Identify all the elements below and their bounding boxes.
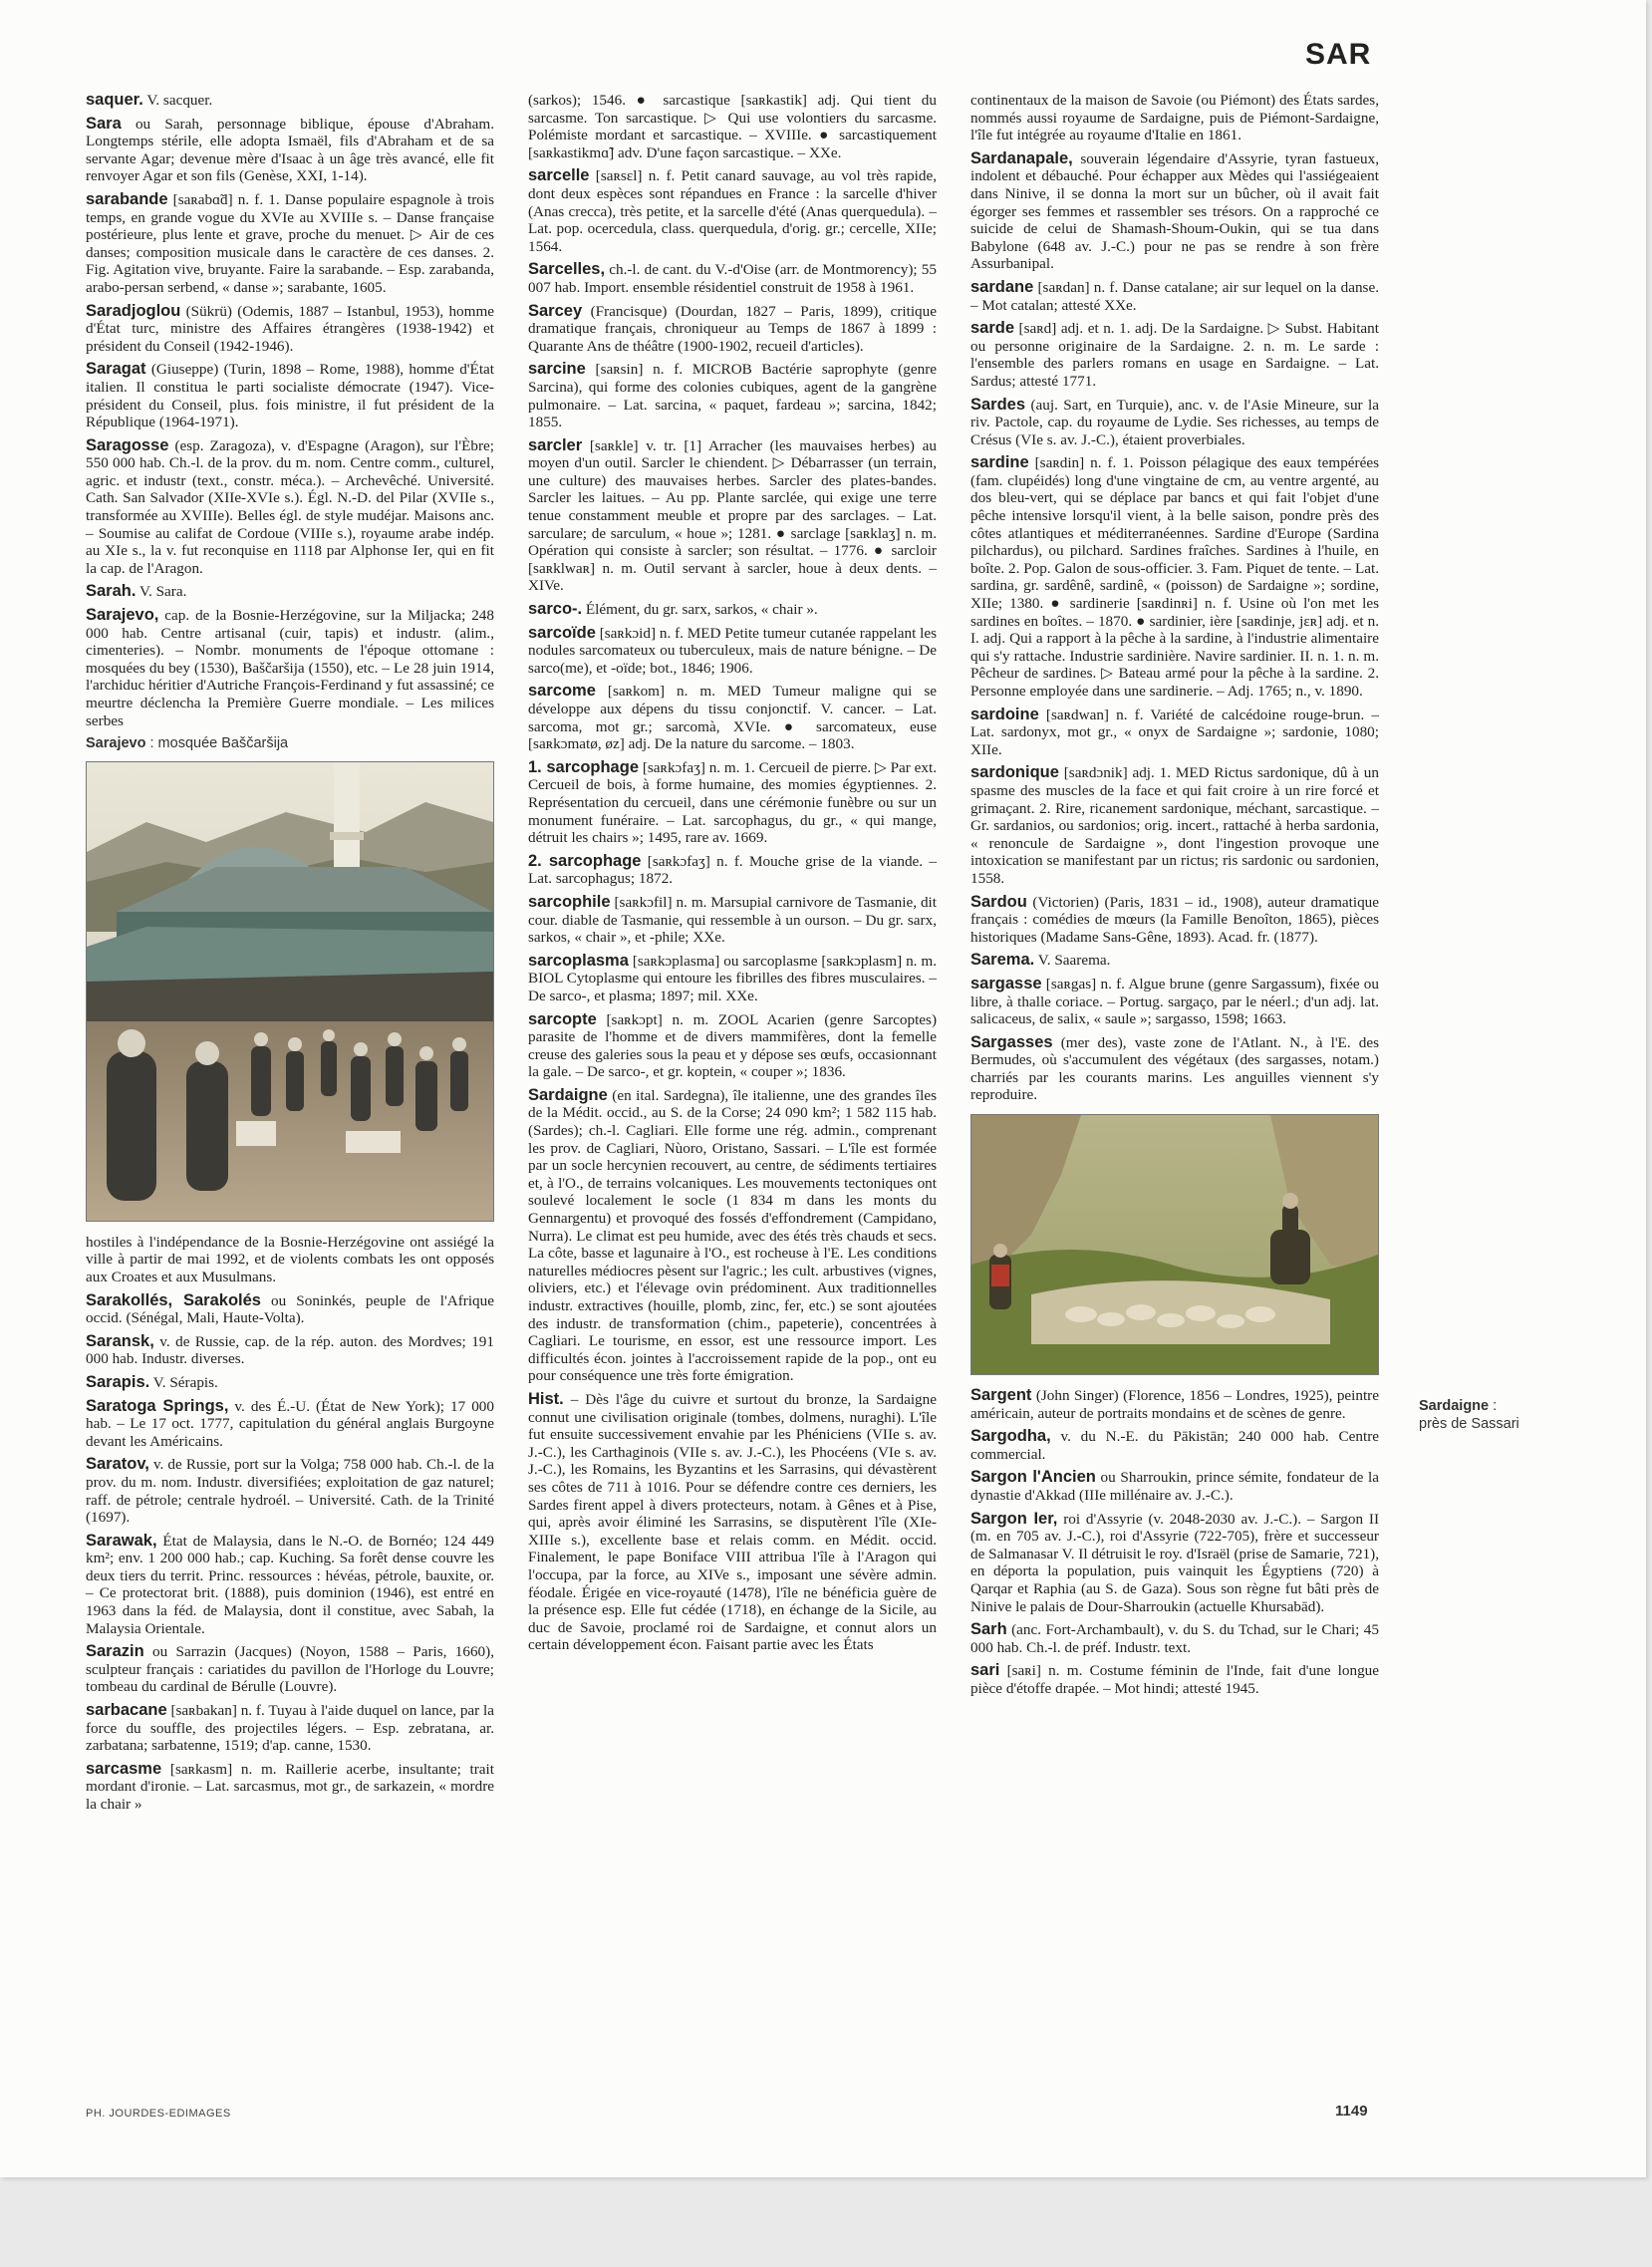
entry-headword: sarcelle xyxy=(528,166,590,185)
entry-definition: [saʀdin] n. f. 1. Poisson pélagique des eaux tempérées (fam. clupéidés) long d'une vingtaine de cm, au ventre argenté, au dos bleu-vert, qui se déplace par bancs et qui fait l'objet d'une pêche intensive lorsqu'il vient, à la belle saison, pondre près des côtes atlantiques et méditerranéennes. Sardine d'Europe (Sardina pilchardus), ou pilchard. Sardines fraîches. Sardines à l'huile, en boîte. 2. Pop. Galon de sous-officier. 3. Fam. Piquet de tente. – Lat. sardina, gr. sardênê, sardinê, « (poisson) de Sardaigne »; sordine, XIIe; 1380. ● sardinerie [saʀdinʀi] n. f. Usine où l'on met les sardines en boîtes. – 1870. ● sardinier, ière [saʀdinje, jɛʀ] adj. et n. I. adj. Qui a rapport à la pêche à la sardine, à l'industrie alimentaire qui s'y rattache. Industrie sardinière. Navire sardinier. II. n. 1. n. m. Pêcheur de sardines. ▷ Bateau armé pour la pêche à la sardine. 2. Personne employée dans une sardinerie. – Adj. 1765; n., v. 1890. xyxy=(970,454,1379,700)
dictionary-entry xyxy=(528,625,937,678)
entry-definition: [saʀkasm] n. m. Raillerie acerbe, insultante; trait mordant d'ironie. – Lat. sarcasmus, mot gr., de sarkazein, « mordre la chair » xyxy=(86,1760,494,1813)
column-right xyxy=(970,92,1379,1704)
photo-credit: PH. JOURDES-EDIMAGES xyxy=(86,2108,231,2120)
dictionary-entry xyxy=(86,583,494,601)
entry-definition: souverain légendaire d'Assyrie, tyran fastueux, indolent et débauché. Pour échapper aux Mèdes qui l'assiégeaient dans Ninive, il se donna la mort sur un bûcher, où il avait fait égorger ses femmes et rassembler ses trésors. On a rapproché ce suicide de celui de Shamash-Shoum-Oukin, qui se tua dans Babylone (648 av. J.-C.) pour ne pas se rendre à son frère Assurbanipal. xyxy=(970,149,1379,273)
dictionary-entry xyxy=(528,437,937,595)
entry-headword: sardine xyxy=(970,453,1029,472)
entry-definition: [saʀbakan] n. f. Tuyau à l'aide duquel on lance, par la force du souffle, des projectiles légers. – Esp. zebratana, ar. zarbatana; sarbatenne, 1519; d'ap. canne, 1530. xyxy=(86,1702,494,1755)
entry-headword: saquer. xyxy=(86,91,143,109)
entry-definition: [saʀsin] n. f. MICROB Bactérie saprophyte (genre Sarcina), qui forme des colonies cubiques, agent de la gangrène pulmonaire. – Lat. sarcina, « paquet, fardeau »; sarcina, 1842; 1855. xyxy=(528,361,937,431)
entry-headword: sardonique xyxy=(970,763,1059,782)
entry-headword: sarcoïde xyxy=(528,623,596,642)
entry-headword: sari xyxy=(970,1661,1000,1680)
column-middle xyxy=(528,92,937,1660)
entry-headword: Saragat xyxy=(86,360,146,379)
entry-headword: Sardaigne xyxy=(528,1085,608,1104)
entry-headword: Sarcelles, xyxy=(528,260,606,279)
entry-headword: Sarazin xyxy=(86,1642,144,1661)
dictionary-entry xyxy=(970,1662,1379,1697)
entry-definition: [saʀkom] n. m. MED Tumeur maligne qui se développe aux dépens du tissu conjonctif. V. cancer. – Lat. sarcoma, mot gr.; sarcomà, XVIe. ● sarcomateux, euse [saʀkɔmatø, øz] adj. De la nature du sarcome. – 1803. xyxy=(528,683,937,753)
dictionary-entry xyxy=(528,1391,937,1654)
entry-definition: v. du N.-E. du Pākistān; 240 000 hab. Centre commercial. xyxy=(970,1428,1379,1463)
dictionary-entry xyxy=(86,303,494,356)
entry-definition: (Sükrü) (Odemis, 1887 – Istanbul, 1953), homme d'État turc, ministre des Affaires étrangères (1938-1942) et président du Conseil (1942-1946). xyxy=(86,302,494,355)
entry-headword: sarco-. xyxy=(528,600,583,619)
dictionary-entry xyxy=(86,1234,494,1286)
entry-headword: sarde xyxy=(970,319,1015,338)
dictionary-entry xyxy=(86,191,494,297)
column-left-entries-bottom xyxy=(86,1234,494,1814)
dictionary-entry xyxy=(970,92,1379,144)
page-number: 1149 xyxy=(1335,2103,1368,2120)
dictionary-entry xyxy=(528,853,937,888)
entry-headword: Sargon Ier, xyxy=(970,1509,1058,1528)
entry-headword: Sarakollés, Sarakolés xyxy=(86,1290,261,1309)
dictionary-entry xyxy=(86,607,494,729)
column-right-entries-bottom xyxy=(970,1387,1379,1698)
entry-definition: hostiles à l'indépendance de la Bosnie-Herzégovine ont assiégé la ville à partir de mai 1992, et de violents combats les ont opposés aux Croates et aux Musulmans. xyxy=(86,1233,494,1285)
entry-definition: (auj. Sart, en Turquie), anc. v. de l'Asie Mineure, sur la riv. Pactole, cap. du royaume de Lydie. Ses richesses, au temps de Crésus (VIe s. av. J.-C.), étaient proverbiales. xyxy=(970,396,1379,448)
entry-definition: V. Saarema. xyxy=(1034,952,1111,970)
entry-headword: Saradjoglou xyxy=(86,301,181,320)
entry-definition: [saʀkɔpt] n. m. ZOOL Acarien (genre Sarcoptes) parasite de l'homme et de divers mammifères, dont la femelle creuse des galeries sous la peau et y dépose ses œufs, occasionnant la gale. – De sarco-, et gr. koptein, « couper »; 1836. xyxy=(528,1010,937,1081)
entry-definition: continentaux de la maison de Savoie (ou Piémont) des États sardes, nommés aussi royaume de Sardaigne, puis de Piémont-Sardaigne, l'île fut intégrée au royaume d'Italie en 1861. xyxy=(970,92,1379,144)
dictionary-entry xyxy=(970,1034,1379,1104)
entry-headword: sarcasme xyxy=(86,1759,162,1778)
entry-definition: [saʀi] n. m. Costume féminin de l'Inde, fait d'une longue pièce d'étoffe drapée. – Mot hindi; attesté 1945. xyxy=(970,1662,1379,1697)
entry-definition: ou Sarrazin (Jacques) (Noyon, 1588 – Paris, 1660), sculpteur français : cariatides du pavillon de l'Horloge du Louvre; tombeau du cardinal de Bérulle (Louvre). xyxy=(86,1643,494,1696)
dictionary-entry xyxy=(528,1087,937,1385)
column-right-entries-top xyxy=(970,92,1379,1104)
dictionary-entry xyxy=(970,279,1379,314)
entry-headword: Saratov, xyxy=(86,1455,149,1474)
entry-definition: [saʀkle] v. tr. [1] Arracher (les mauvaises herbes) au moyen d'un outil. Sarcler le chiendent. ▷ Débarrasser (un terrain, une culture) des mauvaises herbes. Sarcler des plates-bandes. Sarcler les laitues. – Au pp. Plante sarclée, qui exige une terre tenue constamment meuble et propre par des sarclages. – Lat. sarculare; de sarculum, « houe »; 1281. ● sarclage [saʀklaʒ] n. m. Opération qui consiste à sarcler; son résultat. – 1776. ● sarcloir [saʀklwaʀ] n. m. Outil servant à sarcler, houe à deux dents. – XIVe. xyxy=(528,436,937,595)
entry-definition: [saʀkɔfaʒ] n. m. 1. Cercueil de pierre. ▷ Par ext. Cercueil de bois, à forme humaine, des momies égyptiennes. 2. Représentation du cercueil, dans une cérémonie funèbre ou sur un monument funéraire. – Lat. sarcophagus, du gr., « qui mange, détruit les chairs »; 1495, rare av. 1669. xyxy=(528,758,937,847)
page-header-letters: SAR xyxy=(1305,38,1372,71)
entry-definition: v. de Russie, cap. de la rép. auton. des Mordves; 191 000 hab. Industr. diverses. xyxy=(86,1332,494,1368)
dictionary-entry xyxy=(86,1643,494,1696)
column-left xyxy=(86,92,494,1820)
entry-definition: ou Sharroukin, prince sémite, fondateur de la dynastie d'Akkad (IIIe millénaire av. J.-C.). xyxy=(970,1469,1379,1505)
entry-definition: ou Sarah, personnage biblique, épouse d'Abraham. Longtemps stérile, elle adopta Ismaël, fils d'Abraham et de sa servante Agar; devenue mère d'Isaac à un âge très avancé, elle fit renvoyer Agar et son fils (Genèse, XXI, 1-14). xyxy=(86,115,494,185)
dictionary-entry xyxy=(86,1374,494,1392)
dictionary-entry xyxy=(86,437,494,578)
entry-headword: Sargon l'Ancien xyxy=(970,1468,1096,1487)
entry-headword: Sara xyxy=(86,114,122,133)
entry-definition: ou Soninkés, peuple de l'Afrique occid. (Sénégal, Mali, Haute-Volta). xyxy=(86,1291,494,1327)
dictionary-entry xyxy=(528,261,937,296)
dictionary-entry xyxy=(970,1469,1379,1504)
entry-headword: Sarah. xyxy=(86,582,137,601)
entry-definition: [saʀabɑ̃d] n. f. 1. Danse populaire espagnole à trois temps, en grande vogue du XVIe au XVIIIe s. – Danse française postérieure, plus lente et grave, proche du menuet. ▷ Air de ces danses; composition musicale dans le caractère de ces danses. 2. Fig. Agitation vive, bruyante. Faire la sarabande. – Esp. zarabanda, arabo-persan serbend, « danse »; sarabante, 1605. xyxy=(86,190,494,296)
dictionary-entry xyxy=(970,764,1379,887)
dictionary-entry xyxy=(970,1511,1379,1616)
entry-definition: [saʀsɛl] n. f. Petit canard sauvage, au vol très rapide, dont deux espèces sont répandues en France : la sarcelle d'hiver (Anas crecca), très petite, et la sarcelle d'été (Anas querquedula). – Lat. pop. ocercedula, class. querquedula, d'orig. gr.; cercelle, XIIe; 1564. xyxy=(528,167,937,255)
entry-headword: Sarapis. xyxy=(86,1372,150,1391)
entry-definition: (Giuseppe) (Turin, 1898 – Rome, 1988), homme d'État italien. Il constitua le parti socialiste démocrate (1947). Vice-président du Conseil, plus. fois ministre, il fut président de la République (1964-1971). xyxy=(86,361,494,431)
entry-definition: [saʀdan] n. f. Danse catalane; air sur lequel on la danse. – Mot catalan; attesté XXe. xyxy=(970,278,1379,314)
column-middle-entries xyxy=(528,92,937,1654)
entry-headword: sarbacane xyxy=(86,1701,167,1720)
entry-definition: État de Malaysia, dans le N.-O. de Bornéo; 124 449 km²; env. 1 200 000 hab.; cap. Kuching. Sa forêt dense couvre les deux tiers du territ. Princ. ressources : hévéas, pétrole, bauxite, or. – Ce protectorat brit. (1888), puis dominion (1946), est entré en 1963 dans la féd. de Malaysia, dont il constitue, avec Sabah, la Malaysia Orientale. xyxy=(86,1532,494,1637)
entry-headword: sardane xyxy=(970,277,1034,296)
dictionary-entry xyxy=(528,167,937,255)
entry-headword: sarcine xyxy=(528,360,586,379)
entry-headword: Sargent xyxy=(970,1386,1032,1405)
entry-headword: Sarcey xyxy=(528,301,583,320)
dictionary-entry xyxy=(970,1428,1379,1463)
dictionary-entry xyxy=(970,707,1379,759)
entry-definition: [saʀgas] n. f. Algue brune (genre Sargassum), fixée ou libre, à thalle coriace. – Portug. sargaço, par le néerl.; d'un adj. lat. salicaceus, de salix, « saule »; sargasso, 1598; 1663. xyxy=(970,975,1379,1028)
entry-definition: [saʀkɔplasma] ou sarcoplasme [saʀkɔplasm] n. m. BIOL Cytoplasme qui entoure les fibrilles des fibres musculaires. – De sarco-, et plasma; 1897; mil. XXe. xyxy=(528,952,937,1004)
entry-definition: (mer des), vaste zone de l'Atlant. N., à l'E. des Bermudes, où s'accumulent des végétaux (des sargasses, notam.) charriés par les courants marins. Les anguilles viennent s'y reproduire. xyxy=(970,1033,1379,1104)
photo-sarajevo-mosque xyxy=(86,761,494,1222)
entry-headword: Sardanapale, xyxy=(970,148,1073,167)
entry-headword: Sarajevo, xyxy=(86,606,159,625)
entry-headword: Saragosse xyxy=(86,435,169,454)
dictionary-entry xyxy=(86,1761,494,1814)
entry-definition: (esp. Zaragoza), v. d'Espagne (Aragon), sur l'Èbre; 550 000 hab. Ch.-l. de la prov. du m. nom. Centre comm., culturel, agric. et industr (text., constr. méca.). – Archevêché. Université. Cath. San Salvador (XIIe-XVIe s.). Égl. N.-D. del Pilar (XVIIe s., transformée au XVIIIe). Belles égl. de style mudéjar. Maisons anc. – Soumise au califat de Cordoue (VIIIe s.), royaume arabe indép. au XIe s., la v. fut reconquise en 1118 par Alphonse Ier, qui en fit la cap. de l'Aragon. xyxy=(86,436,494,577)
photo-sardaigne-landscape xyxy=(970,1114,1379,1375)
entry-headword: sarcoplasma xyxy=(528,951,629,970)
entry-definition: [saʀkɔid] n. f. MED Petite tumeur cutanée rappelant les nodules sarcomateux ou tuberculeux, mais de nature bénigne. – De sarco(me), et -oïde; bot., 1846; 1906. xyxy=(528,624,937,677)
entry-definition: (anc. Fort-Archambault), v. du S. du Tchad, sur le Chari; 45 000 hab. Ch.-l. de préf. Industr. text. xyxy=(970,1621,1379,1656)
dictionary-entry xyxy=(86,361,494,430)
entry-headword: Sarema. xyxy=(970,951,1035,970)
dictionary-entry xyxy=(970,150,1379,273)
entry-headword: Hist. xyxy=(528,1389,564,1408)
dictionary-entry xyxy=(970,1387,1379,1422)
entry-definition: (Victorien) (Paris, 1831 – id., 1908), auteur dramatique français : comédies de mœurs (la Famille Benoîton, 1865), pièces historiques (Madame Sans-Gêne, 1893). Acad. fr. (1877). xyxy=(970,893,1379,946)
entry-definition: V. Sérapis. xyxy=(149,1373,218,1391)
entry-definition: (Francisque) (Dourdan, 1827 – Paris, 1899), critique dramatique français, chroniqueur au Temps de 1867 à 1899 : Quarante Ans de théâtre (1900-1902, recueil d'articles). xyxy=(528,302,937,355)
entry-definition: [saʀd] adj. et n. 1. adj. De la Sardaigne. ▷ Subst. Habitant ou personne originaire de la Sardaigne. 2. n. m. Le sarde : l'ensemble des parlers romans en usage en Sardaigne. – Lat. Sardus; attesté 1771. xyxy=(970,320,1379,390)
entry-headword: Sargodha, xyxy=(970,1427,1051,1446)
entry-definition: (John Singer) (Florence, 1856 – Londres, 1925), peintre américain, auteur de portraits mondains et de scènes de genre. xyxy=(970,1387,1379,1422)
dictionary-entry xyxy=(86,1533,494,1638)
dictionary-entry xyxy=(528,601,937,619)
dictionary-entry xyxy=(970,397,1379,449)
entry-definition: V. Sara. xyxy=(136,583,187,601)
entry-headword: sarcome xyxy=(528,682,596,701)
entry-definition: [saʀkɔfaʒ] n. f. Mouche grise de la viande. – Lat. sarcophagus; 1872. xyxy=(528,852,937,888)
dictionary-entry xyxy=(86,116,494,185)
entry-headword: sarabande xyxy=(86,189,168,208)
dictionary-entry xyxy=(86,1333,494,1368)
entry-definition: [saʀdwan] n. f. Variété de calcédoine rouge-brun. – Lat. sardonyx, mot gr., « onyx de Sardaigne »; sardonie, 1080; XIIe. xyxy=(970,706,1379,758)
dictionary-entry xyxy=(86,1702,494,1755)
entry-definition: V. sacquer. xyxy=(142,92,213,109)
column-left-entries-top xyxy=(86,92,494,729)
photo-caption-sardaigne: Sardaigne : près de Sassari xyxy=(1419,1398,1519,1432)
entry-headword: Sarh xyxy=(970,1620,1007,1639)
dictionary-entry xyxy=(86,92,494,110)
entry-definition: – Dès l'âge du cuivre et surtout du bronze, la Sardaigne connut une civilisation originale (tombes, dolmens, nuraghi). L'île fut ensuite successivement envahie par les Phéniciens (VIIe s. av. J.-C.), les Carthaginois (VIIe s. av. J.-C.), les Phocéens (VIe s. av. J.-C.), les Romains, les Byzantins et les Sarrasins, qui dévastèrent ses côtes de 711 à 1016. Pour se défendre contre ces derniers, les Sardes firent appel à divers protecteurs, notam. à Gênes et à Pise, qui, après avoir éliminé les Sarrasins, se disputèrent l'île (XIe-XIIIe s.), excellente base et relais comm. en Médit. occid. Finalement, le pape Boniface VIII attribua l'île à l'Aragon qui l'occupa, par la force, au XIVe s., imposant une sévère admin. féodale. Érigée en vice-royauté (1478), l'île ne bénéficia guère de la présence esp. Elle fut cédée (1718), en échange de la Sicile, au duc de Savoie, proclamé roi de Sardaigne, et connut alors un certain développement écon. Faisant partie avec les États xyxy=(528,1390,937,1654)
entry-definition: (en ital. Sardegna), île italienne, une des grandes îles de la Médit. occid., au S. de la Corse; 24 090 km²; 1 582 115 hab. (Sardes); ch.-l. Cagliari. Elle forme une rég. admin., comprenant les prov. de Cagliari, Nùoro, Oristano, Sassari. – L'île est formée par un socle hercynien recouvert, au centre, de sédiments tertiaires et, à l'O., de terrains volcaniques. Les mouvements tectoniques ont soulevé localement le socle (1 834 m dans les monts du Gennargentu) et provoqué des fossés d'effondrement (Campidano, Nurra). Le climat est peu humide, avec des étés très chauds et secs. La côte, basse et lagunaire à l'O., est rocheuse à l'E. Les conditions naturelles médiocres pèsent sur l'agric.; les cult. arbustives (vignes, oliviers, etc.) et l'élevage ovin prédominent. Aux traditionnelles industr. extractives (houille, plomb, zinc, fer, etc.) se sont ajoutées des industr. de transformation (chim., papeterie), concentrées à Cagliari. Le tourisme, en essor, est une ressource import. Les difficultés écon. jointes à l'accroissement rapide de la pop., ont eu pour conséquence une très forte émigration. xyxy=(528,1086,937,1385)
photo-caption-sarajevo: Sarajevo : mosquée Baščaršija xyxy=(86,735,289,752)
dictionary-entry xyxy=(528,683,937,752)
entry-definition: roi d'Assyrie (v. 2048-2030 av. J.-C.). – Sargon II (m. en 705 av. J.-C.), roi d'Assyrie (722-705), frère et successeur de Salmanasar V. Il détruisit le roy. d'Israël (prise de Samarie, 721), en déporta la population, puis vainquit les Égyptiens (720) à Qarqar et Raphia (au S. de Gaza). Sous son règne fut bâti près de Ninive le palais de Dour-Sharroukin (actuelle Khursabād). xyxy=(970,1510,1380,1615)
entry-definition: [saʀdɔnik] adj. 1. MED Rictus sardonique, dû à un spasme des muscles de la face et qui fait croire à un rire forcé et grimaçant. 2. Rire, ricanement sardonique, méchant, sarcastique. – Gr. sardanios, ou sardonios; orig. incert., rattaché à herba sardonia, « renoncule de Sardaigne », dont l'ingestion provoque une intoxication se manifestant par un rictus; ris sardonic ou sardonien, 1558. xyxy=(970,764,1379,887)
entry-headword: Sarawak, xyxy=(86,1531,157,1550)
entry-headword: Saransk, xyxy=(86,1331,154,1350)
dictionary-entry xyxy=(528,92,937,161)
entry-definition: [saʀkɔfil] n. m. Marsupial carnivore de Tasmanie, dit cour. diable de Tasmanie, qui ressemble à un ourson. – Du gr. sarx, sarkos, « chair », et -phile; XXe. xyxy=(528,893,937,947)
entry-headword: sardoine xyxy=(970,705,1039,723)
dictionary-entry xyxy=(86,1292,494,1327)
entry-headword: sarcophile xyxy=(528,892,611,911)
entry-headword: sarcler xyxy=(528,435,583,454)
dictionary-entry xyxy=(970,952,1379,970)
entry-definition: v. de Russie, port sur la Volga; 758 000 hab. Ch.-l. de la prov. du m. nom. Industr. diversifiées; exploitation de gaz naturel; raff. de pétrole; centrale hydroél. – Université. Cath. de la Trinité (1697). xyxy=(86,1456,494,1527)
dictionary-entry xyxy=(970,976,1379,1028)
entry-headword: Sardes xyxy=(970,395,1026,414)
dictionary-entry xyxy=(528,894,937,947)
dictionary-entry xyxy=(86,1456,494,1526)
entry-definition: ch.-l. de cant. du V.-d'Oise (arr. de Montmorency); 55 007 hab. Import. ensemble résidentiel construit de 1958 à 1961. xyxy=(528,261,937,296)
dictionary-entry xyxy=(528,1011,937,1081)
entry-definition: (sarkos); 1546. ● sarcastique [saʀkastik] adj. Qui tient du sarcasme. Ton sarcastique. ▷ Qui use volontiers du sarcasme. Polémiste mordant et sarcastique. – XVIIIe. ● sarcastiquement [saʀkastikmɑ̃] adv. D'une façon sarcastique. – XXe. xyxy=(528,92,937,161)
entry-headword: sarcopte xyxy=(528,1009,597,1028)
dictionary-entry xyxy=(970,454,1379,700)
dictionary-entry xyxy=(970,1621,1379,1656)
entry-headword: sargasse xyxy=(970,974,1042,992)
dictionary-entry xyxy=(86,1398,494,1451)
entry-headword: 2. sarcophage xyxy=(528,851,642,870)
landscape-illustration xyxy=(971,1115,1378,1374)
dictionary-entry xyxy=(970,320,1379,390)
entry-definition: v. des É.-U. (État de New York); 17 000 hab. – Le 17 oct. 1777, capitulation du général anglais Burgoyne devant les Américains. xyxy=(86,1397,494,1450)
entry-definition: cap. de la Bosnie-Herzégovine, sur la Miljacka; 248 000 hab. Centre artisanal (cuir, tapis) et industr. (alim., cimenteries). – Nombr. monuments de l'époque ottomane : mosquées du bey (1530), Baščaršija (1550), etc. – Le 28 juin 1914, l'archiduc héritier d'Autriche François-Ferdinand y fut assassiné; ce meurtre déclencha la Première Guerre mondiale. – Les milices serbes xyxy=(86,607,494,729)
dictionary-entry xyxy=(528,953,937,1005)
entry-headword: Sardou xyxy=(970,892,1027,911)
dictionary-entry xyxy=(528,759,937,847)
dictionary-entry xyxy=(970,894,1379,947)
entry-headword: Saratoga Springs, xyxy=(86,1396,229,1415)
entry-headword: 1. sarcophage xyxy=(528,757,639,776)
entry-definition: Élément, du gr. sarx, sarkos, « chair ». xyxy=(582,601,818,619)
entry-headword: Sargasses xyxy=(970,1032,1053,1051)
dictionary-entry xyxy=(528,361,937,430)
dictionary-entry xyxy=(528,303,937,356)
mosque-illustration xyxy=(87,762,493,1221)
